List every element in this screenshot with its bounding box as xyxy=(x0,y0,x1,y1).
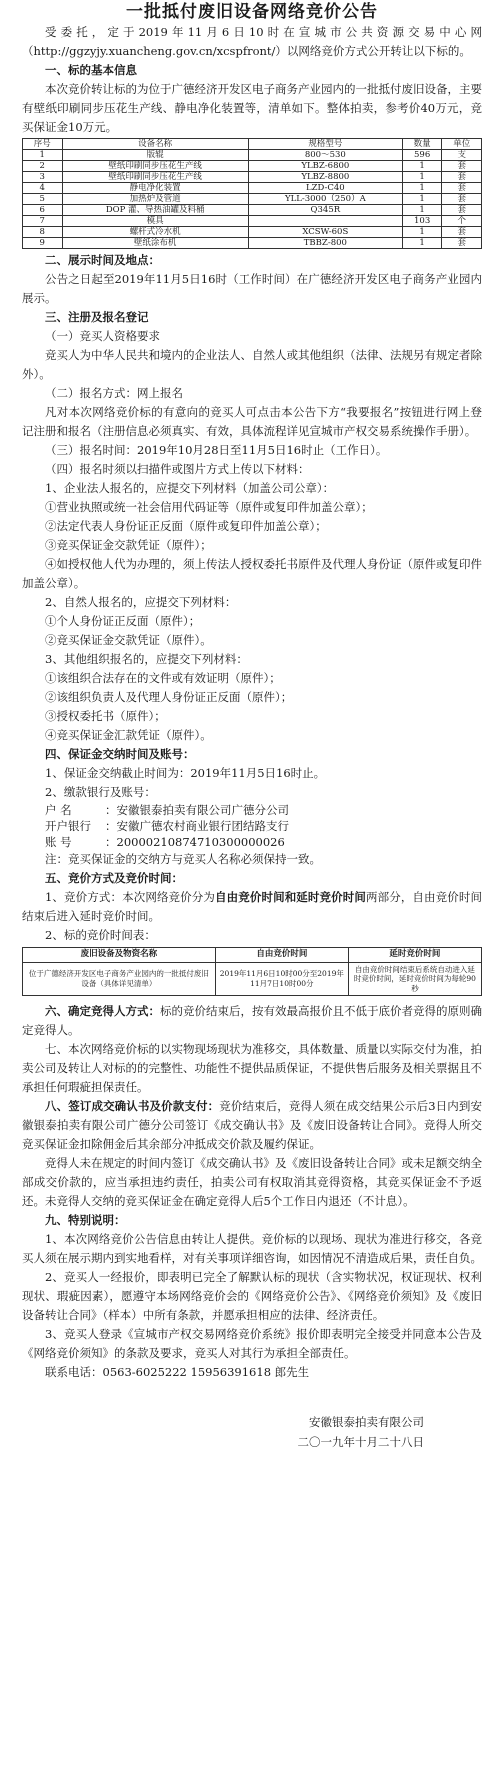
item-cell-name: 加热炉及管道 xyxy=(62,194,248,205)
section-3-heading: 三、注册及报名登记 xyxy=(45,310,149,324)
bank-value: ：安徽广德农村商业银行团结路支行 xyxy=(105,819,289,833)
materials-person-item: ②竞买保证金交款凭证（原件）。 xyxy=(45,633,212,647)
signature-org: 安徽银泰拍卖有限公司 xyxy=(309,1415,424,1429)
materials-org-item: ①该组织合法存在的文件或有效证明（原件）； xyxy=(45,671,281,685)
item-cell-unit: 套 xyxy=(442,183,482,194)
schedule-col-free: 自由竞价时间 xyxy=(215,948,348,963)
item-cell-no: 7 xyxy=(23,216,63,227)
materials-person-item: ①个人身份证正反面（原件）； xyxy=(45,614,201,628)
item-cell-unit: 套 xyxy=(442,161,482,172)
section-4-heading: 四、保证金交纳时间及账号： xyxy=(45,747,195,761)
section-6-text: 标的竞价结束后，按有效最高报价且不低于底价者竞得的原则确定竞得人。 xyxy=(22,1004,482,1037)
bank-label: 开户银行 xyxy=(45,819,91,833)
item-cell-qty: 1 xyxy=(402,172,442,183)
section-7-text: 七、本次网络竞价标的以实物现场现状为准移交，具体数量、质量以实际交付为准，拍卖公司及转让人对标的的完整性、功能性不提供品质保证，不提供售后服务及相关票据且不承担任何瑕疵担保责任。 xyxy=(22,1042,482,1094)
item-cell-no: 3 xyxy=(23,172,63,183)
section-8 xyxy=(22,1097,482,1154)
item-cell-unit: 套 xyxy=(442,172,482,183)
item-cell-model: 800～530 xyxy=(248,150,402,161)
item-cell-no: 5 xyxy=(23,194,63,205)
schedule-col-delay: 延时竞价时间 xyxy=(348,948,481,963)
bidding-method-bold: 自由竞价时间和延时竞价时间 xyxy=(215,890,366,904)
item-list-table xyxy=(22,138,482,249)
item-table-row xyxy=(23,183,482,194)
item-cell-no: 9 xyxy=(23,238,63,249)
col-header-no: 序号 xyxy=(23,139,63,150)
account-name-label: 户 名 xyxy=(45,803,72,817)
materials-org-heading: 3、其他组织报名的，应提交下列材料： xyxy=(45,652,248,666)
item-table-row xyxy=(23,227,482,238)
account-name-value: ：安徽银泰拍卖有限公司广德分公司 xyxy=(105,803,289,817)
materials-org-item: ③授权委托书（原件）； xyxy=(45,709,166,723)
bank-account-heading: 2、缴款银行及账号： xyxy=(45,785,156,799)
special-note: 1、本次网络竞价公告信息由转让人提供。竞价标的以现场、现状为准进行移交，各竞买人须在展示期内到实地看样，对有关事项详细咨询，如因情况不清造成后果，责任自负。 xyxy=(22,1232,482,1265)
item-table-row xyxy=(23,205,482,216)
item-table-row xyxy=(23,238,482,249)
registration-time: （三）报名时间：2019年10月28日至11月5日16时止（工作日）。 xyxy=(45,443,388,457)
item-cell-model: LZD-C40 xyxy=(248,183,402,194)
bidding-method-post: 两部分，自由竞价时间结束后进入延时竞价时间。 xyxy=(22,890,482,923)
schedule-cell-item: 位于广德经济开发区电子商务产业园内的一批抵付废旧设备（具体详见清单） xyxy=(23,962,216,996)
page-title: 一批抵付废旧设备网络竞价公告 xyxy=(126,2,378,22)
materials-corporate-heading: 1、企业法人报名的，应提交下列材料（加盖公司公章）： xyxy=(45,481,335,495)
item-cell-qty: 596 xyxy=(402,150,442,161)
materials-person-heading: 2、自然人报名的，应提交下列材料： xyxy=(45,595,237,609)
schedule-cell-free: 2019年11月6日10时00分至2019年11月7日10时00分 xyxy=(215,962,348,996)
account-number-value: ：20000210874710300000026 xyxy=(105,835,285,849)
deposit-deadline: 1、保证金交纳截止时间为：2019年11月5日16时止。 xyxy=(45,766,326,780)
item-cell-unit: 个 xyxy=(442,216,482,227)
account-number-label: 账 号 xyxy=(45,835,72,849)
item-cell-no: 8 xyxy=(23,227,63,238)
item-cell-model: YLBZ-8800 xyxy=(248,172,402,183)
item-cell-name: 壁纸涂布机 xyxy=(62,238,248,249)
section-8-text: 竞价结束后，竞得人须在成交结果公示后3日内到安徽银泰拍卖有限公司广德分公司签订《成交确认书》及《废旧设备转让合同》。竞得人所交竞买保证金扣除佣金后其余部分冲抵成交价款及履约保证。 xyxy=(22,1099,482,1151)
item-cell-qty: 1 xyxy=(402,227,442,238)
item-cell-model: Q345R xyxy=(248,205,402,216)
materials-org-item: ④竞买保证金汇款凭证（原件）。 xyxy=(45,728,212,742)
bidding-method-pre: 1、竞价方式：本次网络竞价分为 xyxy=(45,890,216,904)
item-cell-model: XCSW-60S xyxy=(248,227,402,238)
item-table-header-row xyxy=(23,139,482,150)
item-cell-qty: 103 xyxy=(402,216,442,227)
item-cell-model: TBBZ-800 xyxy=(248,238,402,249)
item-cell-name: 模具 xyxy=(62,216,248,227)
materials-corporate-item: ②法定代表人身份证正反面（原件或复印件加盖公章）； xyxy=(45,519,327,533)
item-table-row xyxy=(23,172,482,183)
schedule-row xyxy=(23,962,482,996)
item-cell-name: 螺杆式冷水机 xyxy=(62,227,248,238)
qualification-text: 竞买人为中华人民共和境内的企业法人、自然人或其他组织（法律、法规另有规定者除外）。 xyxy=(22,348,482,381)
materials-corporate-item: ④如授权他人代为办理的，须上传法人授权委托书原件及代理人身份证（原件或复印件加盖公章）。 xyxy=(22,557,482,590)
section-2-text: 公告之日起至2019年11月5日16时（工作时间）在广德经济开发区电子商务产业园内展示。 xyxy=(22,272,482,305)
item-cell-no: 6 xyxy=(23,205,63,216)
intro-paragraph: 受委托，定于2019年11月6日10时在宣城市公共资源交易中心网（http://ggzyjy.xuancheng.gov.cn/xcspfront/）以网络竞价方式公开转让以下标的。 xyxy=(22,25,482,58)
item-cell-qty: 1 xyxy=(402,205,442,216)
schedule-header-row xyxy=(23,948,482,963)
contact-phone: 联系电话：0563-6025222 15956391618 郎先生 xyxy=(45,1365,310,1379)
item-cell-no: 1 xyxy=(23,150,63,161)
section-6-heading: 六、确定竞得人方式： xyxy=(45,1004,160,1018)
item-cell-unit: 套 xyxy=(442,238,482,249)
item-cell-qty: 1 xyxy=(402,194,442,205)
signature-date: 二〇一九年十月二十八日 xyxy=(297,1435,424,1449)
bidding-schedule-table xyxy=(22,947,482,996)
item-cell-qty: 1 xyxy=(402,238,442,249)
col-header-name: 设备名称 xyxy=(62,139,248,150)
bidding-method xyxy=(22,888,482,926)
item-cell-name: 版辊 xyxy=(62,150,248,161)
schedule-cell-delay: 自由竞价时间结束后系统自动进入延时竞价时间，延时竞价时间为每轮90秒 xyxy=(348,962,481,996)
item-cell-no: 4 xyxy=(23,183,63,194)
deposit-note: 注：竞买保证金的交纳方与竞买人名称必须保持一致。 xyxy=(45,852,321,866)
subsection-materials: （四）报名时须以扫描件或图片方式上传以下材料： xyxy=(45,462,310,476)
item-table-row xyxy=(23,194,482,205)
section-8-text-2: 竞得人未在规定的时间内签订《成交确认书》及《废旧设备转让合同》或未足额交纳全部成交价款的，应当承担违约责任，拍卖公司有权取消其竞得资格，其竞买保证金不予返还。未竞得人交纳的竞买保证金在确定竞得人后5个工作日内退还（不计息）。 xyxy=(22,1156,482,1208)
section-9-heading: 九、特别说明： xyxy=(45,1213,126,1227)
col-header-model: 规格型号 xyxy=(248,139,402,150)
item-cell-unit: 套 xyxy=(442,194,482,205)
item-cell-qty: 1 xyxy=(402,183,442,194)
item-cell-unit: 套 xyxy=(442,227,482,238)
item-cell-unit: 支 xyxy=(442,150,482,161)
section-2-heading: 二、展示时间及地点： xyxy=(45,253,160,267)
subsection-registration-method: （二）报名方式：网上报名 xyxy=(45,386,183,400)
item-cell-name: 静电净化装置 xyxy=(62,183,248,194)
item-cell-no: 2 xyxy=(23,161,63,172)
subsection-qualification: （一）竞买人资格要求 xyxy=(45,329,160,343)
item-cell-name: 壁纸印刷同步压花生产线 xyxy=(62,172,248,183)
special-note: 3、竞买人登录《宣城市产权交易网络竞价系统》报价即表明完全接受并同意本公告及《网络竞价须知》的条款及要求，竞买人对其行为承担全部责任。 xyxy=(22,1327,482,1360)
section-1-text: 本次竞价转让标的为位于广德经济开发区电子商务产业园内的一批抵付废旧设备，主要有壁纸印刷同步压花生产线、静电净化装置等，清单如下。整体拍卖，参考价40万元，竞买保证金10万元。 xyxy=(22,82,482,134)
item-cell-name: DOP 灌、导热油罐及料桶 xyxy=(62,205,248,216)
item-table-row xyxy=(23,161,482,172)
materials-corporate-item: ①营业执照或统一社会信用代码证等（原件或复印件加盖公章）； xyxy=(45,500,373,514)
item-table-body xyxy=(23,150,482,249)
registration-method-text: 凡对本次网络竞价标的有意向的竞买人可点击本公告下方“我要报名”按钮进行网上登记注册和报名（注册信息必须真实、有效，具体流程详见宣城市产权交易系统操作手册）。 xyxy=(22,405,482,438)
special-note: 2、竞买人一经报价，即表明已完全了解默认标的现状（含实物状况，权证现状、权利现状、瑕疵因素），愿遵守本场网络竞价会的《网络竞价公告》、《网络竞价须知》及《废旧设备转让合同》（样本）中所有条款，并愿承担相应的法律、经济责任。 xyxy=(22,1270,482,1322)
item-table-row xyxy=(23,216,482,227)
section-6 xyxy=(22,1002,482,1040)
bidding-schedule-heading: 2、标的竞价时间表： xyxy=(45,928,156,942)
section-1-heading: 一、标的基本信息 xyxy=(45,63,137,77)
account-number-row xyxy=(22,834,482,850)
materials-org-item: ②该组织负责人及代理人身份证正反面（原件）； xyxy=(45,690,293,704)
item-cell-name: 壁纸印刷同步压花生产线 xyxy=(62,161,248,172)
signature-block xyxy=(22,1412,482,1452)
section-5-heading: 五、竞价方式及竞价时间： xyxy=(45,871,183,885)
item-cell-model: YLL-3000（250）A xyxy=(248,194,402,205)
col-header-unit: 单位 xyxy=(442,139,482,150)
item-cell-model: YLBZ-6800 xyxy=(248,161,402,172)
item-cell-qty: 1 xyxy=(402,161,442,172)
bank-row xyxy=(22,818,482,834)
item-table-row xyxy=(23,150,482,161)
item-cell-model xyxy=(248,216,402,227)
schedule-col-item: 废旧设备及物资名称 xyxy=(23,948,216,963)
materials-corporate-item: ③竞买保证金交款凭证（原件）； xyxy=(45,538,212,552)
col-header-qty: 数量 xyxy=(402,139,442,150)
account-name-row xyxy=(22,802,482,818)
item-cell-unit: 套 xyxy=(442,205,482,216)
section-8-heading: 八、签订成交确认书及价款支付： xyxy=(45,1099,220,1113)
